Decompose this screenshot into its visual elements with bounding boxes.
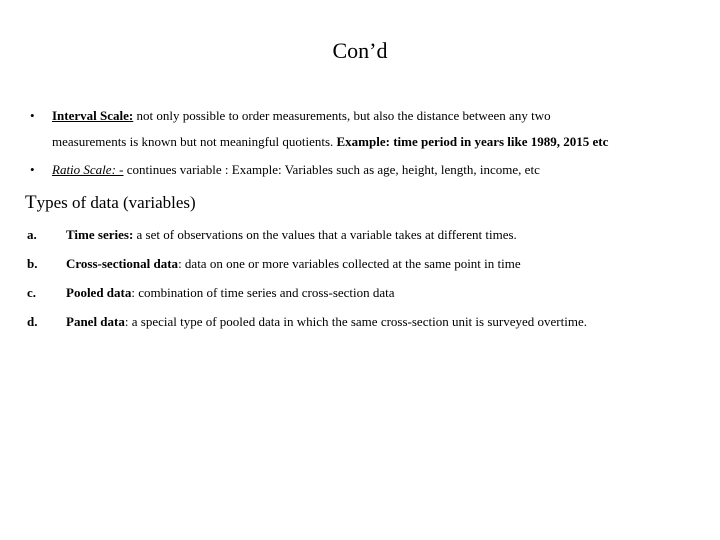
- list-item-text: [66, 227, 517, 243]
- interval-scale-example: Example: time period in years like 1989, 2015 etc: [336, 134, 609, 149]
- interval-scale-line2: [52, 134, 608, 150]
- section-heading: [25, 193, 196, 213]
- list-item-letter: a.: [27, 227, 37, 242]
- bullet-marker: •: [30, 108, 35, 123]
- list-item-description: : combination of time series and cross-section data: [131, 285, 395, 300]
- list-item-text: [66, 256, 521, 272]
- ratio-scale-desc: continues variable : Example: Variables such as age, height, length, income, etc: [123, 162, 540, 177]
- list-item-term: Pooled data: [66, 285, 132, 300]
- ratio-scale-term: Ratio Scale: -: [52, 162, 124, 177]
- list-item-description: a set of observations on the values that a variable takes at different times.: [133, 227, 517, 242]
- list-item-term-suffix: :: [128, 227, 134, 242]
- interval-scale-term: Interval Scale:: [52, 108, 134, 123]
- list-item: [0, 227, 720, 245]
- slide-title: Con’d: [332, 38, 388, 63]
- list-item-text: [66, 314, 587, 330]
- ratio-scale-line: [52, 162, 540, 178]
- list-item: [0, 256, 720, 274]
- interval-scale-desc-1: not only possible to order measurements, but also the distance between any two: [133, 108, 551, 123]
- list-item-term: Cross-sectional data: [66, 256, 179, 271]
- list-item: [0, 314, 720, 332]
- list-item-letter: d.: [27, 314, 38, 329]
- list-item-text: [66, 285, 395, 301]
- list-item-description: : data on one or more variables collected at the same point in time: [178, 256, 521, 271]
- list-item-letter: b.: [27, 256, 38, 271]
- list-item-term: Time series: [66, 227, 129, 242]
- bullet-marker: •: [30, 162, 35, 177]
- section-heading-rest: ypes of data (variables): [36, 193, 196, 212]
- interval-scale-desc-2: measurements is known but not meaningful quotients.: [52, 134, 337, 149]
- list-item-description: : a special type of pooled data in which the same cross-section unit is surveyed overtime.: [124, 314, 587, 329]
- list-item-letter: c.: [27, 285, 37, 300]
- interval-scale-line1: [52, 108, 551, 124]
- list-item-term: Panel data: [66, 314, 125, 329]
- section-heading-initial: T: [25, 192, 37, 213]
- list-item: [0, 285, 720, 303]
